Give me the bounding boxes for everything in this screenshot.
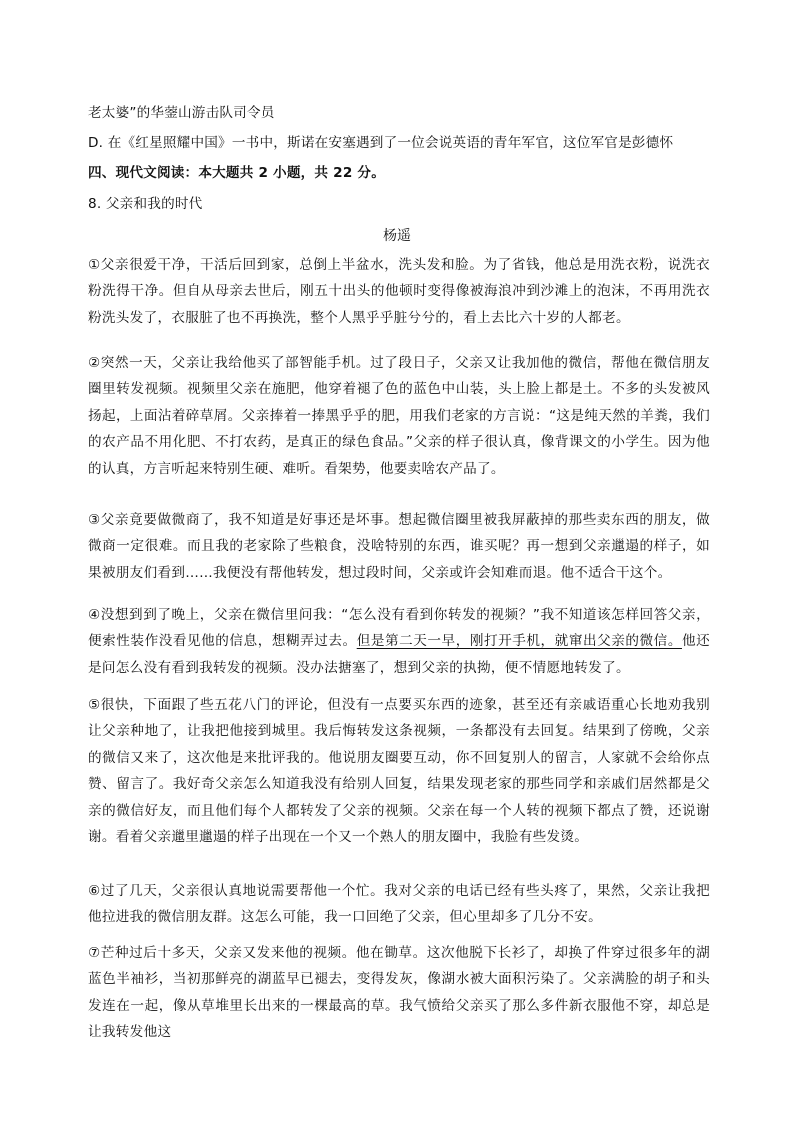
- paragraph-2: ②突然一天，父亲让我给他买了部智能手机。过了段日子，父亲又让我加他的微信，帮他在微信朋友圈里转发视频。视频里父亲在施肥，他穿着褪了色的蓝色中山装，头上脸上都是土。不多的头发被风扬起，上面沾着碎草屑。父亲捧着一捧黑乎乎的肥，用我们老家的方言说：“这是纯天然的羊粪，我们的农产品不用化肥、不打农药，是真正的绿色食品。”父亲的样子很认真，像背课文的小学生。因为他的认真，方言听起来特别生硬、难听。看架势，他要卖啥农产品了。: [88, 355, 710, 477]
- paragraph-4-text-start: ④没想到到了晚上，父亲在微信里问我：“怎么没有看到你转发的视频？”我不知道该怎样回答父亲，便索性装作没看见他的信息，想糊弄过去。: [88, 607, 710, 650]
- paragraph-4-text-end: 他还是问怎么没有看到我转发的视频。没办法搪塞了，想到父亲的执拗，便不情愿地转发了。: [88, 633, 711, 676]
- paragraph-1: ①父亲很爱干净，干活后回到家，总倒上半盆水，洗头发和脸。为了省钱，他总是用洗衣粉，说洗衣粉洗得干净。但自从母亲去世后，刚五十出头的他顿时变得像被海浪冲到沙滩上的泡沫，不再用洗衣粉洗头发了，衣服脏了也不再换洗，整个人黑乎乎脏兮兮的，看上去比六十岁的人都老。: [88, 257, 710, 326]
- paragraph-7: ⑦芒种过后十多天，父亲又发来他的视频。他在锄草。这次他脱下长衫了，却换了件穿过很多年的湖蓝色半袖衫，当初那鲜亮的湖蓝早已褪去，变得发灰，像湖水被大面积污染了。父亲满脸的胡子和头发连在一起，像从草堆里长出来的一棵最高的草。我气愤给父亲买了那么多件新衣服他不穿，却总是让我转发他这: [88, 945, 710, 1041]
- question-title: 8. 父亲和我的时代: [88, 196, 203, 212]
- option-c-continuation: 老太婆”的华蓥山游击队司令员: [88, 105, 275, 121]
- option-d: D. 在《红星照耀中国》一书中，斯诺在安塞遇到了一位会说英语的青年军官，这位军官是彭德怀: [88, 135, 674, 151]
- paragraph-6: ⑥过了几天，父亲很认真地说需要帮他一个忙。我对父亲的电话已经有些头疼了，果然，父亲让我把他拉进我的微信朋友群。这怎么可能，我一口回绝了父亲，但心里却多了几分不安。: [88, 883, 710, 926]
- paragraph-3: ③父亲竟要做微商了，我不知道是好事还是坏事。想起微信圈里被我屏蔽掉的那些卖东西的朋友，做微商一定很难。而且我的老家除了些粮食，没啥特别的东西，谁买呢？再一想到父亲邋遢的样子，如果被朋友们看到……我便没有帮他转发，想过段时间，父亲或许会知难而退。他不适合干这个。: [88, 512, 710, 581]
- article-author: 杨遥: [383, 228, 411, 244]
- underlined-sentence: 但是第二天一早，刚打开手机，就窜出父亲的微信。: [356, 633, 682, 650]
- section-heading: 四、现代文阅读：本大题共 2 小题，共 22 分。: [88, 165, 385, 181]
- paragraph-4: [88, 602, 710, 681]
- paragraph-5: ⑤很快，下面跟了些五花八门的评论，但没有一点要买东西的迹象，甚至还有亲戚语重心长地劝我别让父亲种地了，让我把他接到城里。我后悔转发这条视频，一条都没有去回复。结果到了傍晚，父亲的微信又来了，这次他是来批评我的。他说朋友圈要互动，你不回复别人的留言，人家就不会给你点赞、留言了。我好奇父亲怎么知道我没有给别人回复，结果发现老家的那些同学和亲戚们居然都是父亲的微信好友，而且他们每个人都转发了父亲的视频。父亲在每一个人转的视频下都点了赞，还说谢谢。看着父亲邋里邋遢的样子出现在一个又一个熟人的朋友圈中，我脸有些发烫。: [88, 697, 710, 846]
